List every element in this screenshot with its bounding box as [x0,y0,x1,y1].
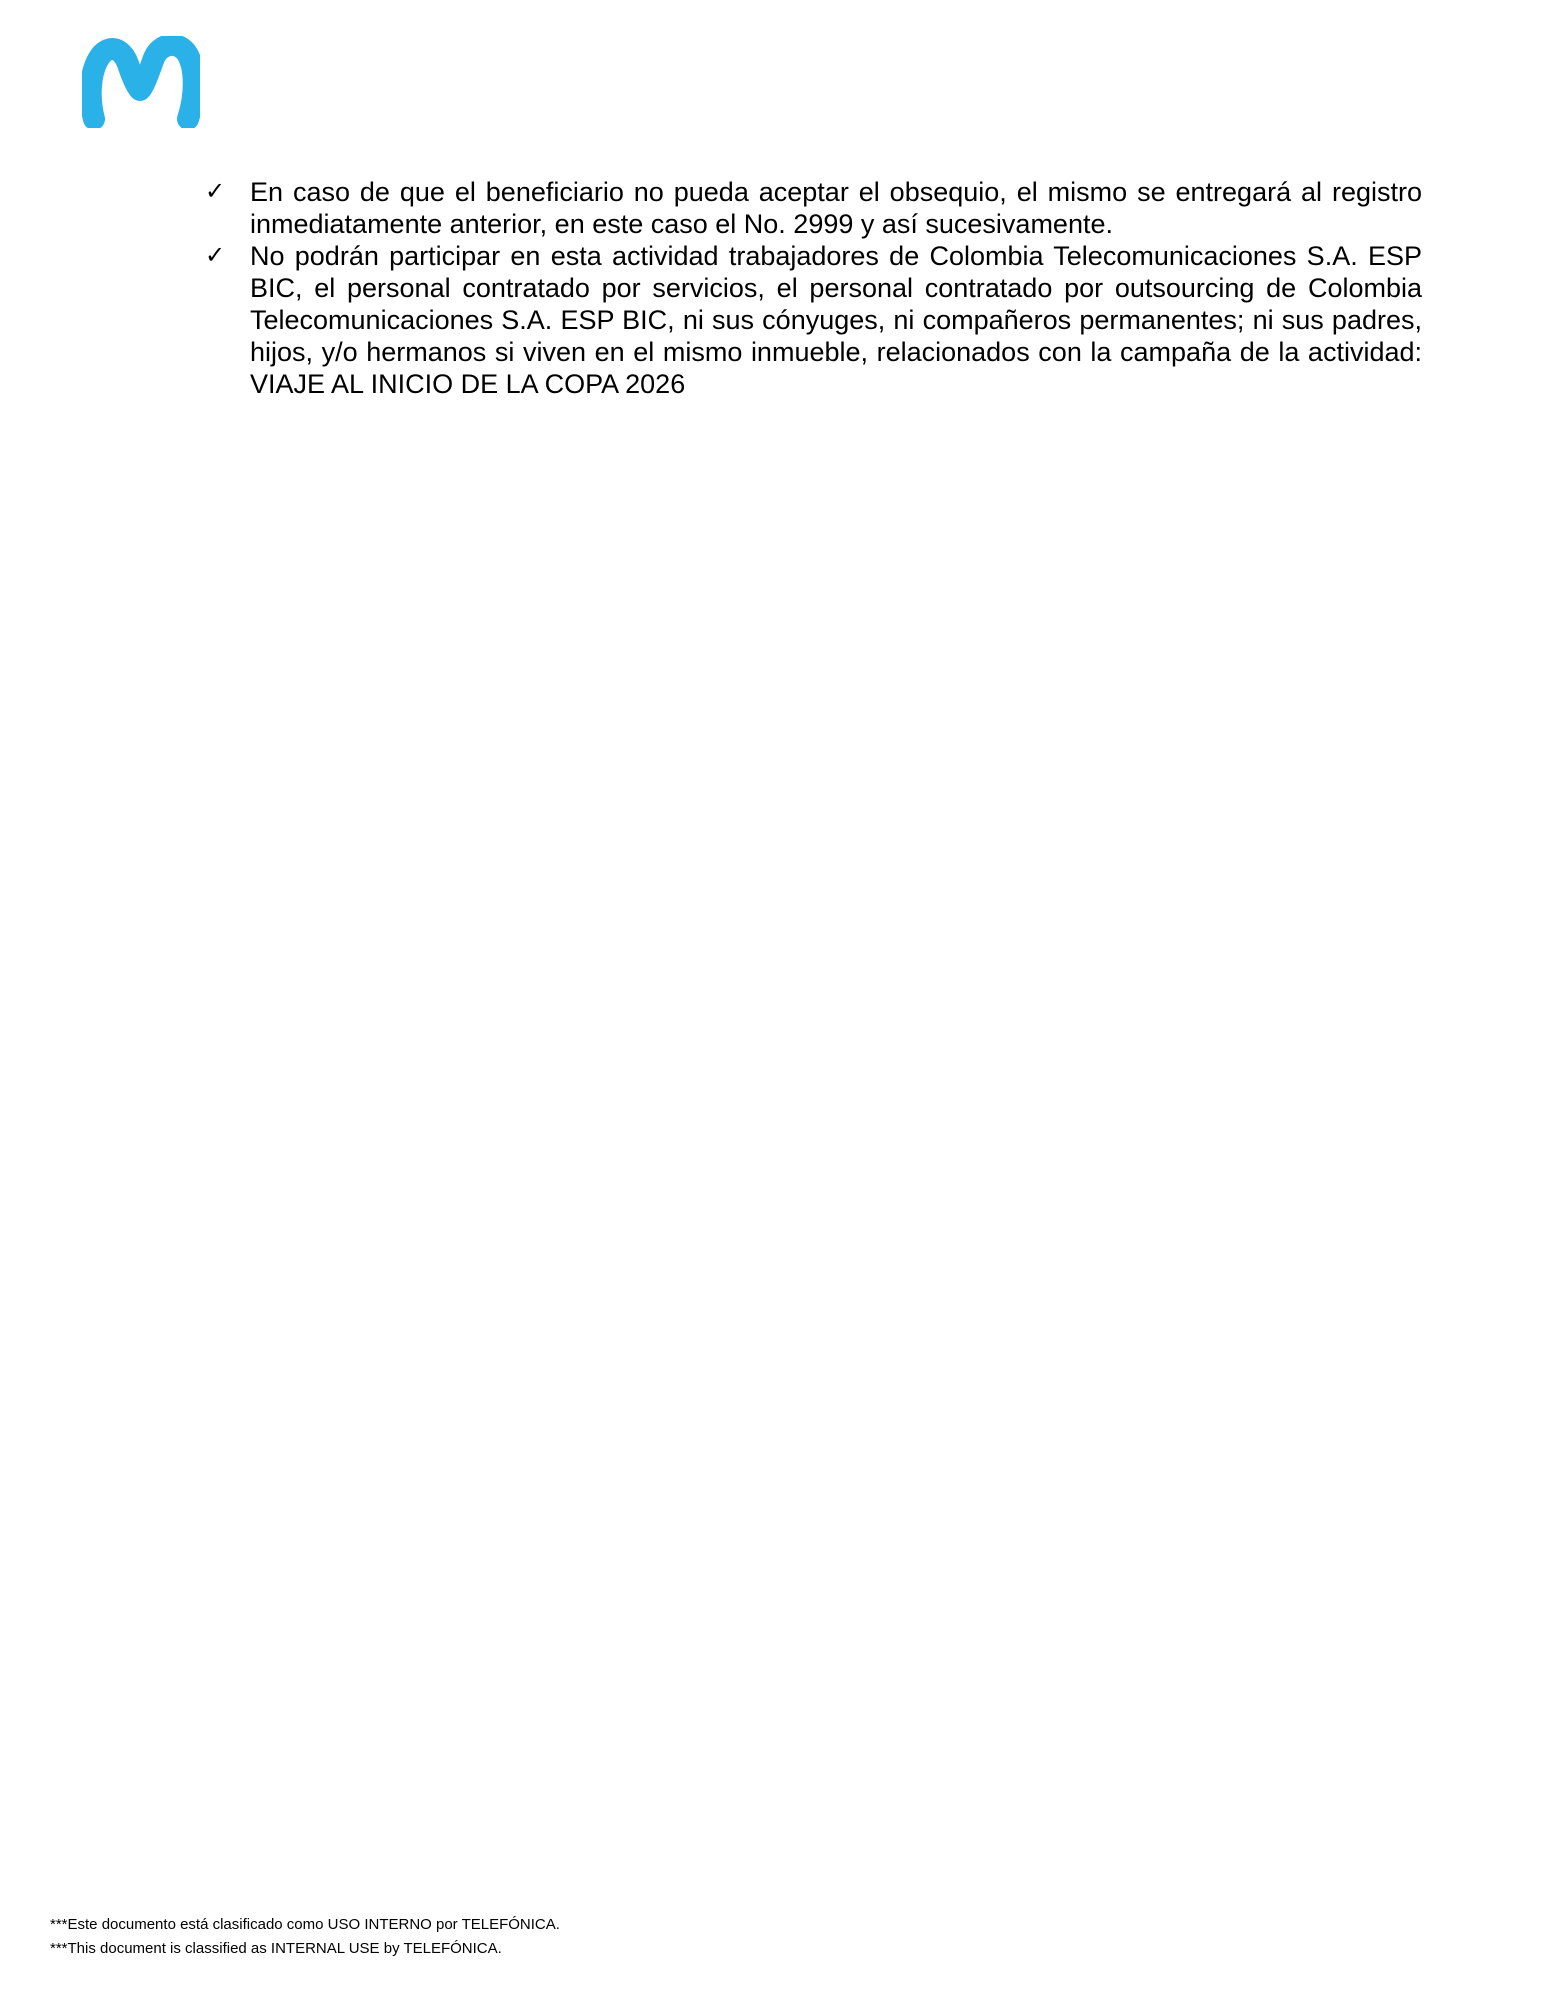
list-item-text: En caso de que el beneficiario no pueda aceptar el obsequio, el mismo se entregará al registro inmediatamente anterior, en este caso el No. 2999 y así sucesivamente. [250,177,1422,239]
movistar-logo-icon [82,36,200,128]
check-icon: ✓ [205,241,226,269]
classification-footer [50,1913,560,1961]
check-icon: ✓ [205,177,226,205]
conditions-list [200,176,1422,400]
list-item [200,240,1422,400]
list-item [200,176,1422,240]
classification-notice-es: ***Este documento está clasificado como USO INTERNO por TELEFÓNICA. [50,1916,560,1933]
classification-notice-en: ***This document is classified as INTERNAL USE by TELEFÓNICA. [50,1940,502,1957]
conditions-section [200,176,1422,400]
list-item-text: No podrán participar en esta actividad trabajadores de Colombia Telecomunicaciones S.A. ESP BIC, el personal contratado por servicios, el personal contratado por outsourcing de Colombia Telecomunicaciones S.A. ESP BIC, ni sus cónyuges, ni compañeros permanentes; ni sus padres, hijos, y/o hermanos si viven en el mismo inmueble, relacionados con la campaña de la actividad: VIAJE AL INICIO DE LA COPA 2026 [250,241,1422,399]
